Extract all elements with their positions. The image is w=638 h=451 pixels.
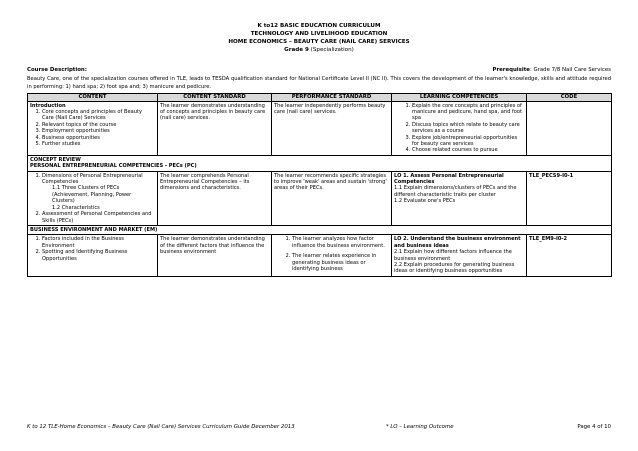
pecs-content-cell — [28, 171, 158, 225]
col-header-learning-competencies: LEARNING COMPETENCIES — [392, 94, 527, 102]
doc-grade — [0, 46, 638, 54]
lo-item: 1.1 Explain dimensions/clusters of PECs and the different characteristic traits per cluster — [394, 185, 517, 198]
table-row-introduction — [28, 101, 612, 155]
lo-item: 1.2 Evaluate one's PECs — [394, 198, 456, 205]
grade-specialization: (Specialization) — [308, 47, 354, 53]
footer-guide-title: K to 12 TLE-Home Economics – Beauty Care (Nail Care) Services Curriculum Guide December 2013 — [27, 424, 295, 430]
intro-content-standard: The learner demonstrates understanding of concepts and principles in beauty care (nail care) services. — [158, 101, 272, 155]
lo-item: 2.2 Explain procedures for generating business ideas or identifying business opportunities — [394, 261, 515, 275]
col-header-content-standard: CONTENT STANDARD — [158, 94, 272, 102]
list-item: 2. Assessment of Personal Competencies and Skills (PECs) — [42, 211, 155, 224]
table-header-row — [28, 94, 612, 102]
intro-competencies-cell — [392, 101, 527, 155]
doc-title-line2: TECHNOLOGY AND LIVELIHOOD EDUCATION — [250, 31, 388, 37]
list-item: 1. Factors included in the Business Environment — [42, 236, 155, 249]
prerequisite: Prerequisite: Grade 7/8 Nail Care Services — [492, 67, 611, 73]
pecs-code: TLE_PECS9-I0-1 — [527, 171, 612, 225]
list-item: 1. The learner analyzes how factor influence the business environment. — [292, 236, 389, 249]
intro-performance-standard: The learner independently performs beauty care (nail care) services. — [272, 101, 392, 155]
list-item: 5. Further studies — [42, 141, 155, 147]
intro-content-cell — [28, 101, 158, 155]
sub-item: 1.2 Characteristics — [52, 204, 100, 211]
intro-title: Introduction — [30, 102, 66, 109]
intro-code — [527, 101, 612, 155]
list-item: 1. Dimensions of Personal Entrepreneurial Competencies 1.1 Three Clusters of PECs (Achievement, Planning, Power Clusters) 1.2 Characteristics — [42, 173, 155, 211]
list-item: 2. The learner relates experience in generating business ideas or identifying business — [292, 253, 389, 272]
list-item: 2. Spotting and Identifying Business Opportunities — [42, 249, 155, 262]
course-description-label: Course Description: — [27, 67, 87, 73]
list-item: 3. Employment opportunities — [42, 128, 155, 134]
section-heading-pecs — [28, 155, 612, 171]
table-row-pecs — [28, 171, 612, 225]
col-header-code: CODE — [527, 94, 612, 102]
list-item: 1. Explain the core concepts and principles of manicure and pedicure, hand spa, and foot spa — [412, 103, 524, 122]
pecs-performance-standard: The learner recommends specific strategies to improve 'weak' areas and sustain 'strong' areas of their PECs. — [272, 171, 392, 225]
doc-title-line1: K to12 BASIC EDUCATION CURRICULUM — [257, 23, 381, 29]
list-item: 4. Business opportunities — [42, 135, 155, 141]
em-competencies-cell — [392, 235, 527, 276]
list-item: 2. Discuss topics which relate to beauty care services as a course — [412, 122, 524, 135]
list-item: 2. Relevant topics of the course — [42, 122, 155, 128]
section-row-concept-review — [28, 155, 612, 171]
lo-item: 2.1 Explain how different factors influence the business environment — [394, 249, 512, 262]
footer-lo-note: * LO – Learning Outcome — [386, 424, 454, 430]
list-item: 3. Explore job/entrepreneurial opportunities for beauty care services — [412, 135, 524, 148]
table-row-em — [28, 235, 612, 276]
col-header-performance-standard: PERFORMANCE STANDARD — [272, 94, 392, 102]
curriculum-table — [27, 93, 612, 277]
pecs-content-standard: The learner comprehends Personal Entrepreneurial Competencies – its dimensions and characteristics. — [158, 171, 272, 225]
section-heading-em: BUSINESS ENVIRONMENT AND MARKET (EM) — [28, 225, 612, 234]
col-header-content: CONTENT — [28, 94, 158, 102]
section-title-concept-review: CONCEPT REVIEW — [30, 156, 81, 163]
course-description-text: Beauty Care, one of the specialization courses offered in TLE, leads to TESDA qualification standard for National Certificate Level II (NC II). This covers the development of the learner's knowledge, skills and attitude required in performing: 1) hand spa; 2) foot spa and; 3) manicure and pedicure. — [27, 76, 611, 90]
lo2-title: LO 2. Understand the business environment and business ideas — [394, 236, 521, 249]
grade-label: Grade 9 — [284, 47, 309, 53]
list-item: 1. Core concepts and principles of Beauty Care (Nail Care) Services — [42, 109, 155, 122]
em-code: TLE_EM9-I0-2 — [527, 235, 612, 276]
section-title-pecs: PERSONAL ENTREPRENEURIAL COMPETENCIES - PECs (PC) — [30, 163, 197, 170]
section-row-business-environment — [28, 225, 612, 234]
list-item: 4. Choose related courses to pursue — [412, 147, 524, 153]
pecs-competencies-cell — [392, 171, 527, 225]
em-content-standard: The learner demonstrates understanding of the different factors that influence the business environment — [158, 235, 272, 276]
sub-item: 1.1 Three Clusters of PECs (Achievement, Planning, Power Clusters) — [52, 185, 132, 205]
lo1-title: LO 1. Assess Personal Entrepreneurial Competencies — [394, 172, 504, 186]
em-content-cell — [28, 235, 158, 276]
footer-page-number: Page 4 of 10 — [577, 424, 611, 430]
doc-title-line3: HOME ECONOMICS – BEAUTY CARE (NAIL CARE) SERVICES — [228, 39, 410, 45]
em-performance-cell — [272, 235, 392, 276]
